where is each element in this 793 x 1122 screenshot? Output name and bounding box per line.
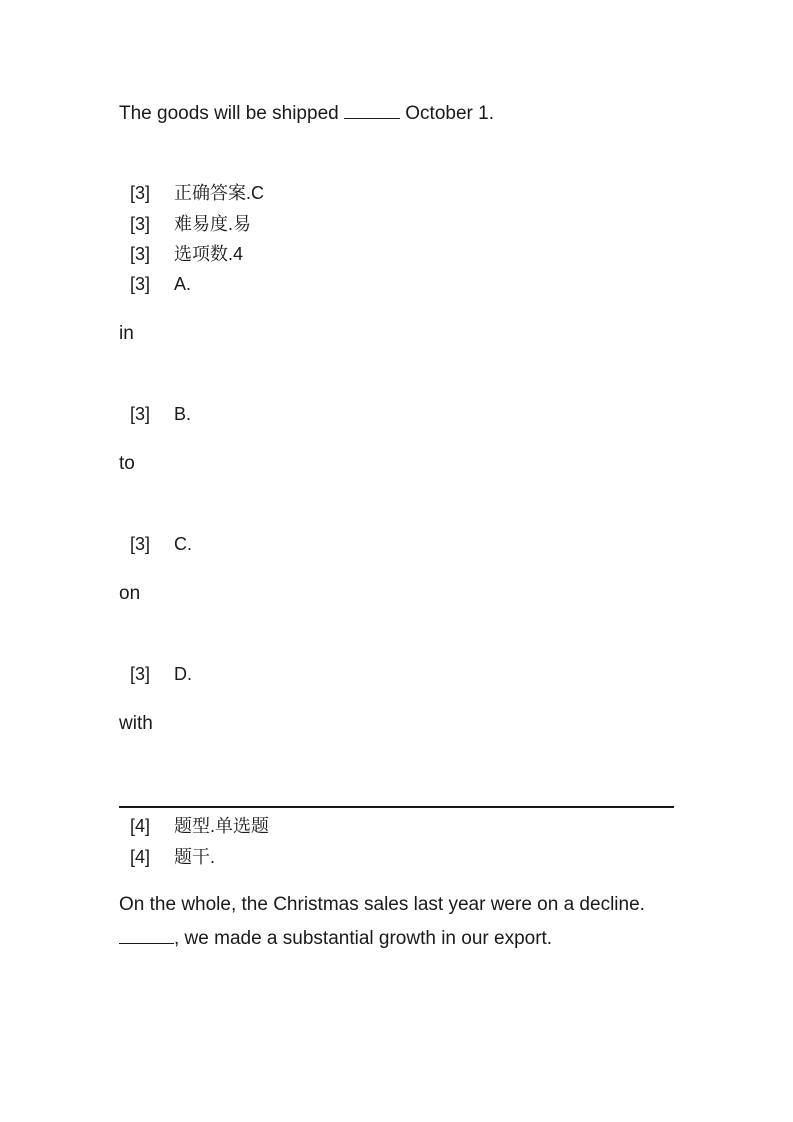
question-number-tag: [3]: [130, 244, 151, 264]
question-stem-line-2: [119, 925, 552, 951]
stem-text-before: The goods will be shipped: [119, 103, 339, 124]
meta-text: 题型.单选题: [174, 816, 270, 836]
stem-text-after: October 1.: [405, 103, 494, 124]
option-letter: D.: [174, 664, 192, 684]
meta-difficulty: [130, 212, 251, 236]
question-stem: [119, 100, 494, 126]
question-number-tag: [3]: [130, 183, 151, 203]
meta-stem-label: [130, 845, 215, 869]
meta-question-type: [130, 814, 269, 838]
question-number-tag: [3]: [130, 274, 151, 294]
question-number-tag: [3]: [130, 534, 151, 554]
question-divider: [119, 806, 674, 808]
meta-text: 选项数.4: [174, 244, 244, 264]
option-a-text: in: [119, 323, 134, 344]
meta-option-count: [130, 242, 243, 266]
meta-answer: [130, 181, 264, 205]
option-a-label: [130, 272, 191, 296]
option-d-label: [130, 662, 192, 686]
stem-text-after: , we made a substantial growth in our export.: [174, 928, 553, 949]
question-number-tag: [3]: [130, 404, 151, 424]
question-number-tag: [3]: [130, 664, 151, 684]
option-letter: A.: [174, 274, 192, 294]
option-letter: B.: [174, 404, 192, 424]
meta-text: 正确答案.C: [174, 183, 264, 203]
option-d-text: with: [119, 713, 153, 734]
option-c-label: [130, 532, 192, 556]
option-b-text: to: [119, 453, 135, 474]
option-c-text: on: [119, 583, 141, 604]
option-b-label: [130, 402, 191, 426]
question-stem-line-1: On the whole, the Christmas sales last year were on a decline.: [119, 894, 645, 915]
question-number-tag: [4]: [130, 816, 151, 836]
option-letter: C.: [174, 534, 192, 554]
answer-blank: [119, 925, 174, 944]
question-number-tag: [4]: [130, 847, 151, 867]
answer-blank: [344, 100, 400, 119]
meta-text: 难易度.易: [174, 214, 252, 234]
question-number-tag: [3]: [130, 214, 151, 234]
meta-text: 题干.: [174, 847, 216, 867]
